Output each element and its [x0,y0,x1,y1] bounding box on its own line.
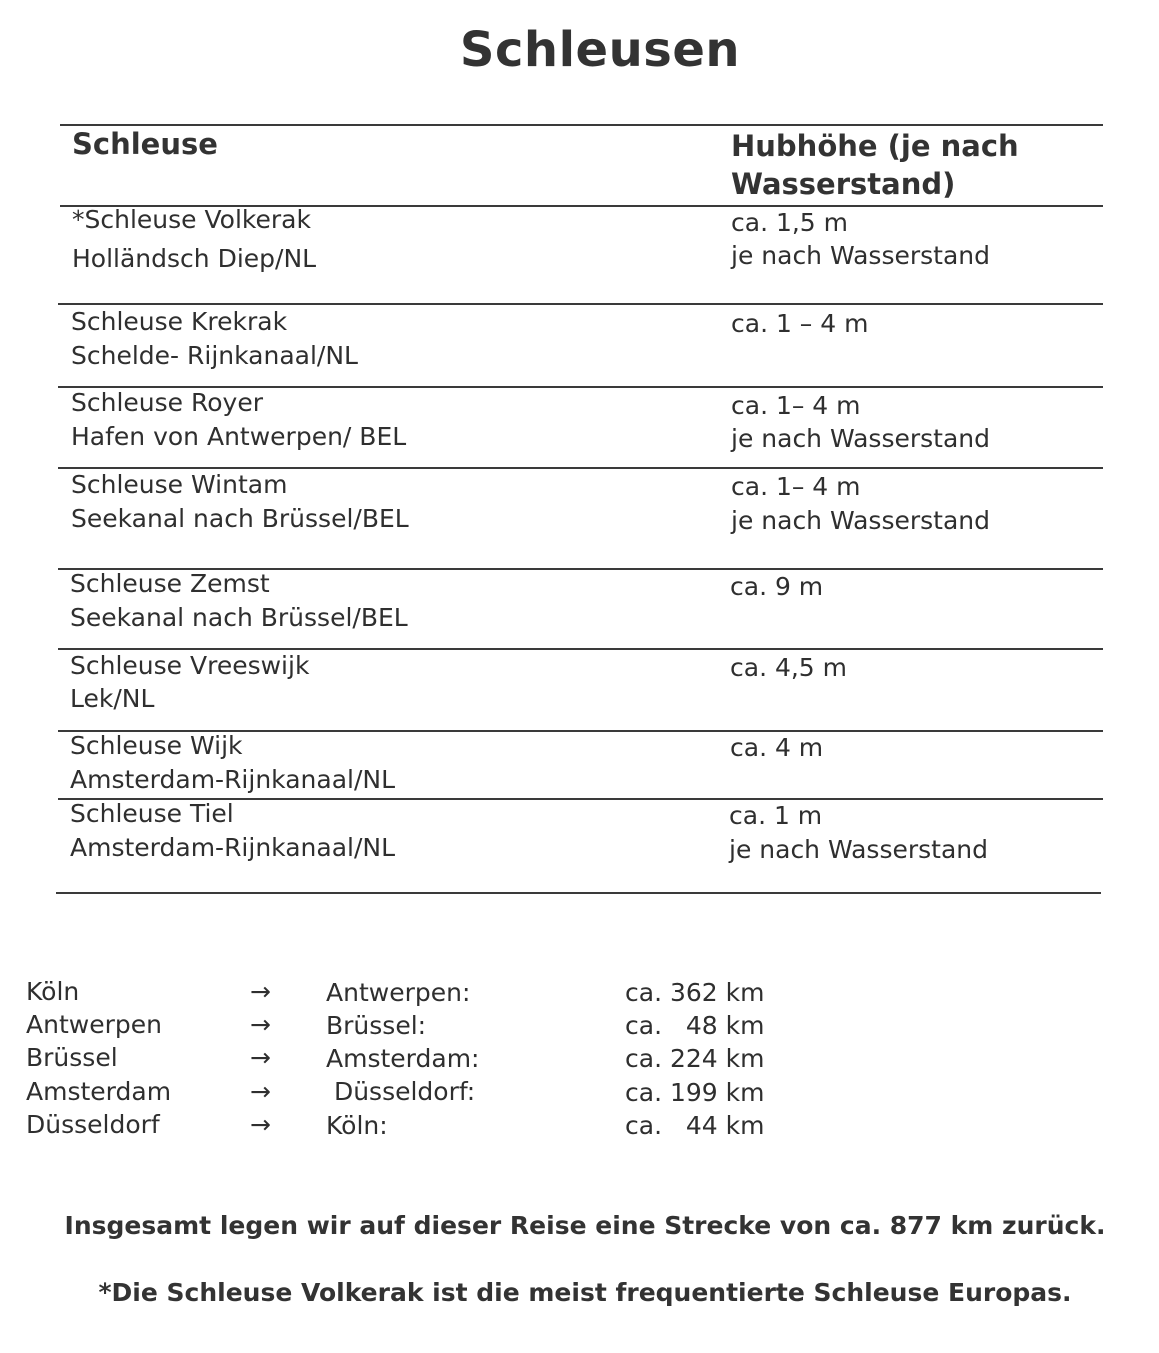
route-from: Köln [26,977,80,1006]
route-to: Düsseldorf: [326,1077,476,1106]
lock-lift: ca. 1,5 m [731,208,849,237]
route-to: Brüssel: [326,1011,427,1040]
lock-lift-note: je nach Wasserstand [731,241,990,270]
lock-lift-note: je nach Wasserstand [731,424,990,453]
lock-lift: ca. 1 m [729,801,823,830]
route-arrow: → [250,1043,271,1072]
lock-name: Schleuse Zemst [70,569,270,598]
route-distance: ca. 199 km [625,1078,765,1107]
route-to: Köln: [326,1111,388,1140]
table-bottom-rule [56,892,1101,894]
route-distance: ca. 224 km [625,1044,765,1073]
lock-location: Seekanal nach Brüssel/BEL [70,603,408,632]
lock-location: Schelde- Rijnkanaal/NL [71,341,358,370]
route-distance: ca. 362 km [625,978,765,1007]
route-to: Antwerpen: [326,978,471,1007]
lock-lift: ca. 1 – 4 m [731,309,869,338]
lock-name: Schleuse Krekrak [71,307,288,336]
route-distance: ca. 44 km [625,1111,765,1140]
header-lift-line2: Wasserstand) [731,167,956,201]
lock-location: Seekanal nach Brüssel/BEL [71,504,409,533]
lock-name: Schleuse Royer [71,388,263,417]
lock-location: Hafen von Antwerpen/ BEL [71,422,407,451]
route-from: Antwerpen [26,1010,162,1039]
lock-name: *Schleuse Volkerak [72,205,311,234]
lock-name: Schleuse Wintam [71,470,288,499]
page-title: Schleusen [459,22,741,78]
header-lift-line1: Hubhöhe (je nach [731,129,1019,163]
route-from: Amsterdam [26,1077,172,1106]
lock-location: Amsterdam-Rijnkanaal/NL [70,765,396,794]
lock-name: Schleuse Tiel [70,799,234,828]
route-from: Düsseldorf [26,1110,160,1139]
route-arrow: → [250,977,271,1006]
lock-location: Lek/NL [70,684,155,713]
lock-location: Amsterdam-Rijnkanaal/NL [70,833,396,862]
header-lock: Schleuse [72,127,218,161]
lock-lift-note: je nach Wasserstand [729,835,988,864]
lock-lift: ca. 1– 4 m [731,391,861,420]
volkerak-footnote: *Die Schleuse Volkerak ist die meist frequentierte Schleuse Europas. [98,1278,1072,1307]
lock-lift-note: je nach Wasserstand [731,506,990,535]
lock-lift: ca. 1– 4 m [731,472,861,501]
lock-lift: ca. 4,5 m [730,653,848,682]
total-distance-note: Insgesamt legen wir auf dieser Reise eine Strecke von ca. 877 km zurück. [64,1211,1106,1240]
lock-lift: ca. 4 m [730,733,824,762]
lock-lift: ca. 9 m [730,572,824,601]
route-arrow: → [250,1010,271,1039]
route-arrow: → [250,1077,271,1106]
lock-name: Schleuse Wijk [70,731,243,760]
lock-location: Holländsch Diep/NL [72,244,317,273]
route-distance: ca. 48 km [625,1011,765,1040]
route-to: Amsterdam: [326,1044,480,1073]
lock-name: Schleuse Vreeswijk [70,651,310,680]
route-arrow: → [250,1110,271,1139]
route-from: Brüssel [26,1043,118,1072]
